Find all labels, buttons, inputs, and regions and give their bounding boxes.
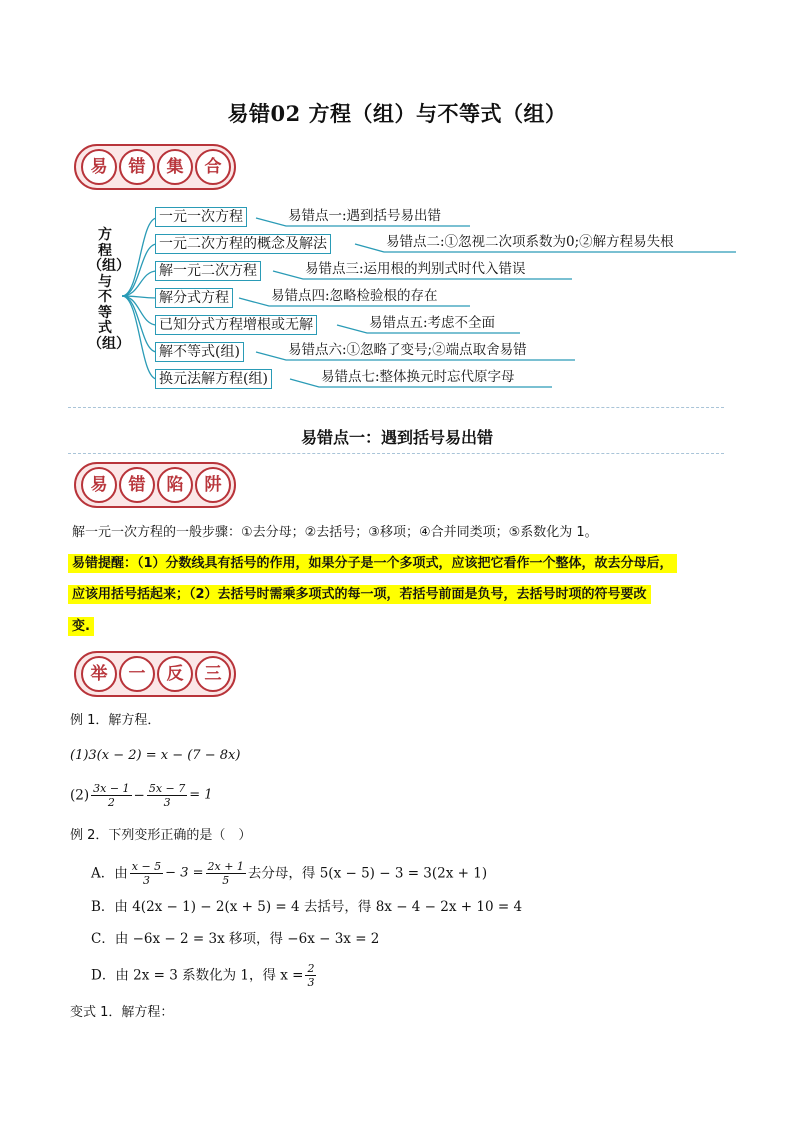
- branch-box: 一元二次方程的概念及解法: [155, 234, 331, 254]
- connector: [122, 296, 157, 325]
- denominator: 3: [307, 976, 315, 989]
- connector: [122, 271, 157, 296]
- denominator: 2: [107, 796, 115, 809]
- badge-char: 陷: [157, 467, 193, 503]
- option-a-prefix: A．由: [91, 865, 128, 882]
- branch-box: 一元一次方程: [155, 207, 247, 227]
- connector: [122, 244, 157, 296]
- option-b: B．由 4(2x − 1) − 2(x + 5) = 4 去括号，得 8x − 4 − 2x + 10 = 4: [91, 899, 523, 915]
- fraction: [130, 860, 163, 887]
- badge-char: 反: [157, 656, 193, 692]
- badge-char: 易: [81, 467, 117, 503]
- fraction: [91, 782, 131, 809]
- badge-char: 三: [195, 656, 231, 692]
- warning-text: 易错提醒：（1）分数线具有括号的作用，如果分子是一个多项式，应该把它看作一个整体，故去分母后，: [68, 554, 677, 573]
- branch-note: 易错点四:忽略检验根的存在: [271, 288, 438, 304]
- fraction: [147, 782, 187, 809]
- option-a: [91, 860, 487, 887]
- warning-line: [68, 553, 677, 574]
- section-title: 易错点一：遇到括号易出错: [300, 428, 493, 447]
- branch-box: 已知分式方程增根或无解: [155, 315, 317, 335]
- badge-char: 易: [81, 149, 117, 185]
- branch-note: 易错点一:遇到括号易出错: [288, 208, 442, 224]
- badge-char: 错: [119, 149, 155, 185]
- badge-char: 一: [119, 656, 155, 692]
- numerator: 5x − 7: [148, 782, 186, 795]
- example1-eq2: [70, 782, 213, 809]
- option-d: [91, 962, 318, 989]
- numerator: x − 5: [131, 860, 162, 873]
- option-a-mid: − 3 =: [165, 865, 204, 881]
- example1-eq1: (1)3(x − 2) = x − (7 − 8x): [70, 748, 241, 763]
- connector: [122, 296, 157, 379]
- warning-line: [68, 616, 94, 637]
- page-title: 易错02 方程（组）与不等式（组）: [227, 101, 567, 126]
- branch-note: 易错点六:①忽略了变号;②端点取舍易错: [288, 342, 527, 358]
- badge-char: 举: [81, 656, 117, 692]
- warning-text: 变.: [68, 617, 94, 636]
- example2-label: 例 2．下列变形正确的是（ ）: [70, 828, 252, 843]
- steps-text: 解一元一次方程的一般步骤：①去分母；②去括号；③移项；④合并同类项；⑤系数化为 1。: [72, 525, 598, 540]
- fraction: [305, 962, 316, 989]
- branch-note: 易错点二:①忽视二次项系数为0;②解方程易失根: [386, 234, 674, 250]
- denominator: 5: [222, 874, 230, 887]
- badge-char: 错: [119, 467, 155, 503]
- example1-label: 例 1．解方程．: [70, 713, 161, 728]
- mindmap-root: 方 程 （组） 与 不 等 式 （组）: [88, 227, 130, 352]
- branch-note: 易错点三:运用根的判别式时代入错误: [305, 261, 526, 277]
- warning-line: [68, 584, 651, 605]
- option-c: C．由 −6x − 2 = 3x 移项，得 −6x − 3x = 2: [91, 931, 380, 947]
- numerator: 2: [307, 962, 315, 975]
- eq2-rhs: = 1: [189, 787, 213, 803]
- minus-sign: −: [133, 787, 145, 804]
- badge-char: 合: [195, 149, 231, 185]
- numerator: 2x + 1: [207, 860, 244, 873]
- branch-box: 换元法解方程(组): [155, 369, 272, 389]
- eq2-prefix: (2): [70, 787, 90, 804]
- denominator: 3: [163, 796, 171, 809]
- numerator: 3x − 1: [93, 782, 130, 795]
- warning-text: 应该用括号括起来；（2）去括号时需乘多项式的每一项，若括号前面是负号，去括号时项的符号要改: [68, 585, 651, 604]
- denominator: 3: [142, 874, 150, 887]
- divider-bottom: [68, 453, 724, 454]
- branch-note: 易错点七:整体换元时忘代原字母: [321, 369, 515, 385]
- option-a-suffix: 去分母，得 5(x − 5) − 3 = 3(2x + 1): [247, 865, 488, 882]
- mindmap-connectors: [0, 0, 794, 400]
- divider-top: [68, 407, 724, 408]
- branch-box: 解不等式(组): [155, 342, 244, 362]
- branch-box: 解一元二次方程: [155, 261, 261, 281]
- badge-char: 集: [157, 149, 193, 185]
- badge-char: 阱: [195, 467, 231, 503]
- branch-box: 解分式方程: [155, 288, 233, 308]
- option-d-prefix: D．由 2x = 3 系数化为 1，得 x =: [91, 967, 304, 984]
- fraction: [206, 860, 246, 887]
- variant1-label: 变式 1．解方程：: [70, 1005, 174, 1020]
- branch-note: 易错点五:考虑不全面: [369, 315, 496, 331]
